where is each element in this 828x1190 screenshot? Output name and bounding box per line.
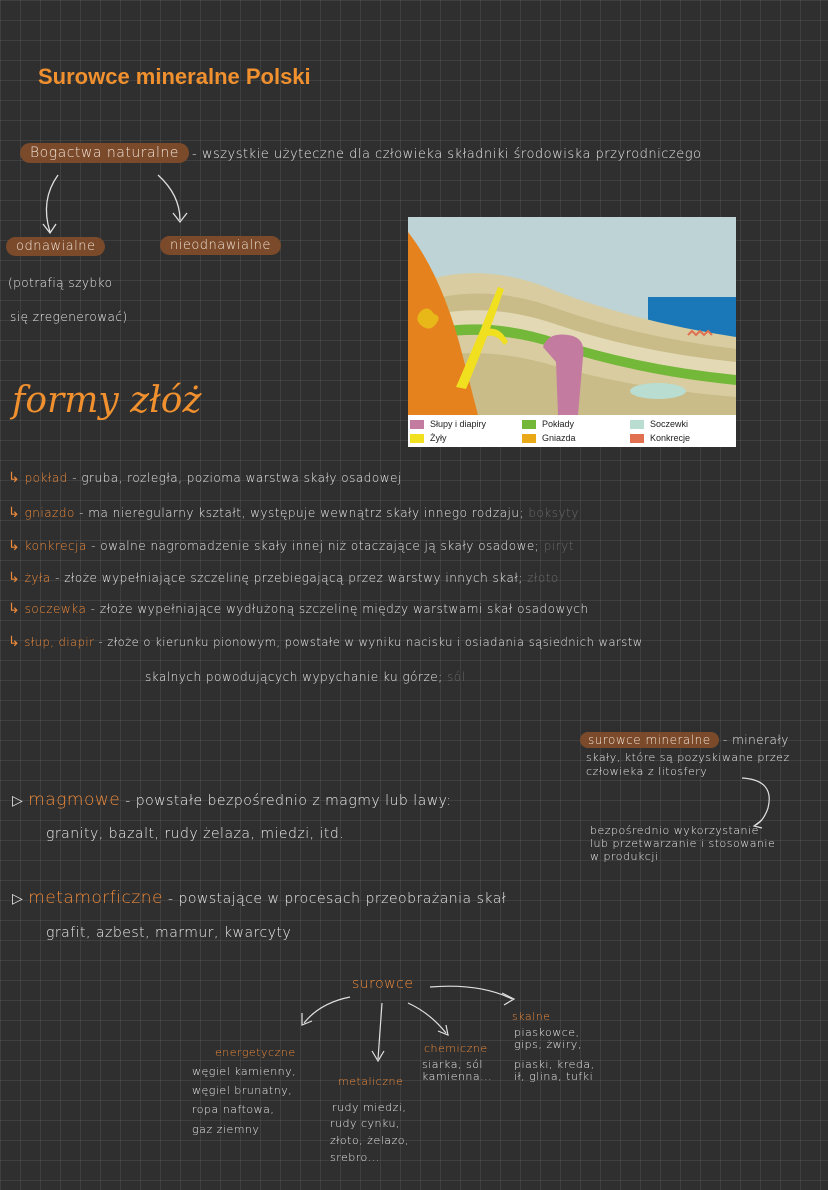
tree-energetyczne-item: węgiel kamienny, [192, 1065, 297, 1078]
legend-swatch [522, 420, 536, 429]
form-item-zyla: ↳ żyła - złoże wypełniające szczelinę przebiegającą przez warstwy innych skał; złoto [8, 570, 559, 586]
tree-metaliczne-item: rudy cynku, [330, 1117, 401, 1130]
legend-item: Żyły [410, 433, 447, 443]
form-item-konkrecja: ↳ konkrecja - owalne nagromadzenie skały innej niż otaczające ją skały osadowe; piryt [8, 538, 574, 554]
triangle-icon: ▷ [12, 891, 24, 907]
form-item-poklad: ↳ pokład - gruba, rozległa, pozioma warstwa skały osadowej [8, 470, 402, 486]
arrow-icon: ↳ [8, 570, 21, 586]
form-item-gniazdo: ↳ gniazdo - ma nieregularny kształt, występuje wewnątrz skały innego rodzaju; boksyty [8, 505, 579, 521]
legend-item: Słupy i diapiry [410, 419, 486, 429]
legend-swatch [630, 434, 644, 443]
tree-metaliczne-item: srebro... [330, 1151, 380, 1164]
geology-illustration [408, 217, 736, 415]
minerals-note-title: surowce mineralne - minerały [580, 733, 789, 747]
tree-skalne-item: piaskowce, [514, 1026, 580, 1039]
legend-item: Gniazda [522, 433, 576, 443]
tree-root: surowce [352, 976, 414, 992]
form-item-soczewka: ↳ soczewka - złoże wypełniające wydłużoną szczelinę między warstwami skał osadowych [8, 601, 589, 617]
form-item-slup-continuation: skalnych powodujących wypychanie ku górze; sól [145, 670, 466, 684]
tree-metaliczne-item: rudy miedzi, [332, 1101, 407, 1114]
arrow-icon: ↳ [8, 601, 21, 617]
metamorficzne-line: ▷ metamorficzne - powstające w procesach przeobrażania skał [12, 888, 507, 908]
diagram-legend [408, 416, 736, 447]
triangle-icon: ▷ [12, 793, 24, 809]
legend-swatch [630, 420, 644, 429]
tree-skalne-item: ił, glina, tufki [514, 1070, 594, 1083]
tree-chemiczne-item: kamienna... [422, 1070, 493, 1083]
section-heading-formy-zloz: formy złóż [12, 380, 202, 421]
arrow-icon: ↳ [8, 470, 21, 486]
tree-metaliczne-label: metaliczne [338, 1075, 404, 1088]
renewable-note-2: się zregenerować) [10, 310, 128, 324]
geology-diagram [408, 217, 736, 447]
label-odnawialne: odnawialne [6, 237, 105, 256]
tree-chemiczne-item: siarka, sól [422, 1058, 483, 1071]
tree-chemiczne-label: chemiczne [424, 1042, 488, 1055]
arrow-icon: ↳ [8, 634, 21, 650]
usage-line2: lub przetwarzanie i stosowanie [590, 837, 776, 850]
minerals-note-line3: człowieka z litosfery [586, 765, 708, 778]
tree-energetyczne-item: węgiel brunatny, [192, 1084, 293, 1097]
minerals-note-line2: skały, które są pozyskiwane przez [586, 751, 790, 764]
legend-swatch [410, 434, 424, 443]
metamorficzne-examples: grafit, azbest, marmur, kwarcyty [46, 925, 292, 941]
legend-swatch [410, 420, 424, 429]
tree-arrows [290, 985, 530, 1065]
page-title: Surowce mineralne Polski [38, 64, 311, 89]
tree-skalne-label: skalne [512, 1010, 551, 1023]
usage-line3: w produkcji [590, 850, 659, 863]
arrow-icon: ↳ [8, 538, 21, 554]
legend-item: Soczewki [630, 419, 688, 429]
tree-energetyczne-item: gaz ziemny [192, 1123, 260, 1136]
label-nieodnawialne: nieodnawialne [160, 236, 281, 255]
magmowe-line: ▷ magmowe - powstałe bezpośrednio z magmy lub lawy: [12, 790, 452, 810]
term-bogactwa-naturalne: Bogactwa naturalne [20, 143, 189, 163]
tree-energetyczne-label: energetyczne [215, 1046, 296, 1059]
form-item-slup-diapir: ↳ słup, diapir - złoże o kierunku pionowym, powstałe w wyniku nacisku i osiadania sąsiednich warstw [8, 634, 643, 650]
usage-line1: bezpośrednio wykorzystanie [590, 824, 759, 837]
branch-arrows [30, 170, 210, 240]
note-arrow [740, 770, 780, 830]
renewable-note-1: (potrafią szybko [8, 276, 113, 290]
legend-swatch [522, 434, 536, 443]
legend-item: Konkrecje [630, 433, 690, 443]
intro-definition: - wszystkie użyteczne dla człowieka składniki środowiska przyrodniczego [192, 147, 702, 162]
tree-energetyczne-item: ropa naftowa, [192, 1103, 275, 1116]
arrow-icon: ↳ [8, 505, 21, 521]
legend-item: Pokłady [522, 419, 574, 429]
tree-skalne-item: piaski, kreda, [514, 1058, 595, 1071]
tree-skalne-item: gips, żwiry, [514, 1038, 582, 1051]
magmowe-examples: granity, bazalt, rudy żelaza, miedzi, itd. [46, 826, 345, 842]
tree-metaliczne-item: złoto, żelazo, [330, 1134, 410, 1147]
